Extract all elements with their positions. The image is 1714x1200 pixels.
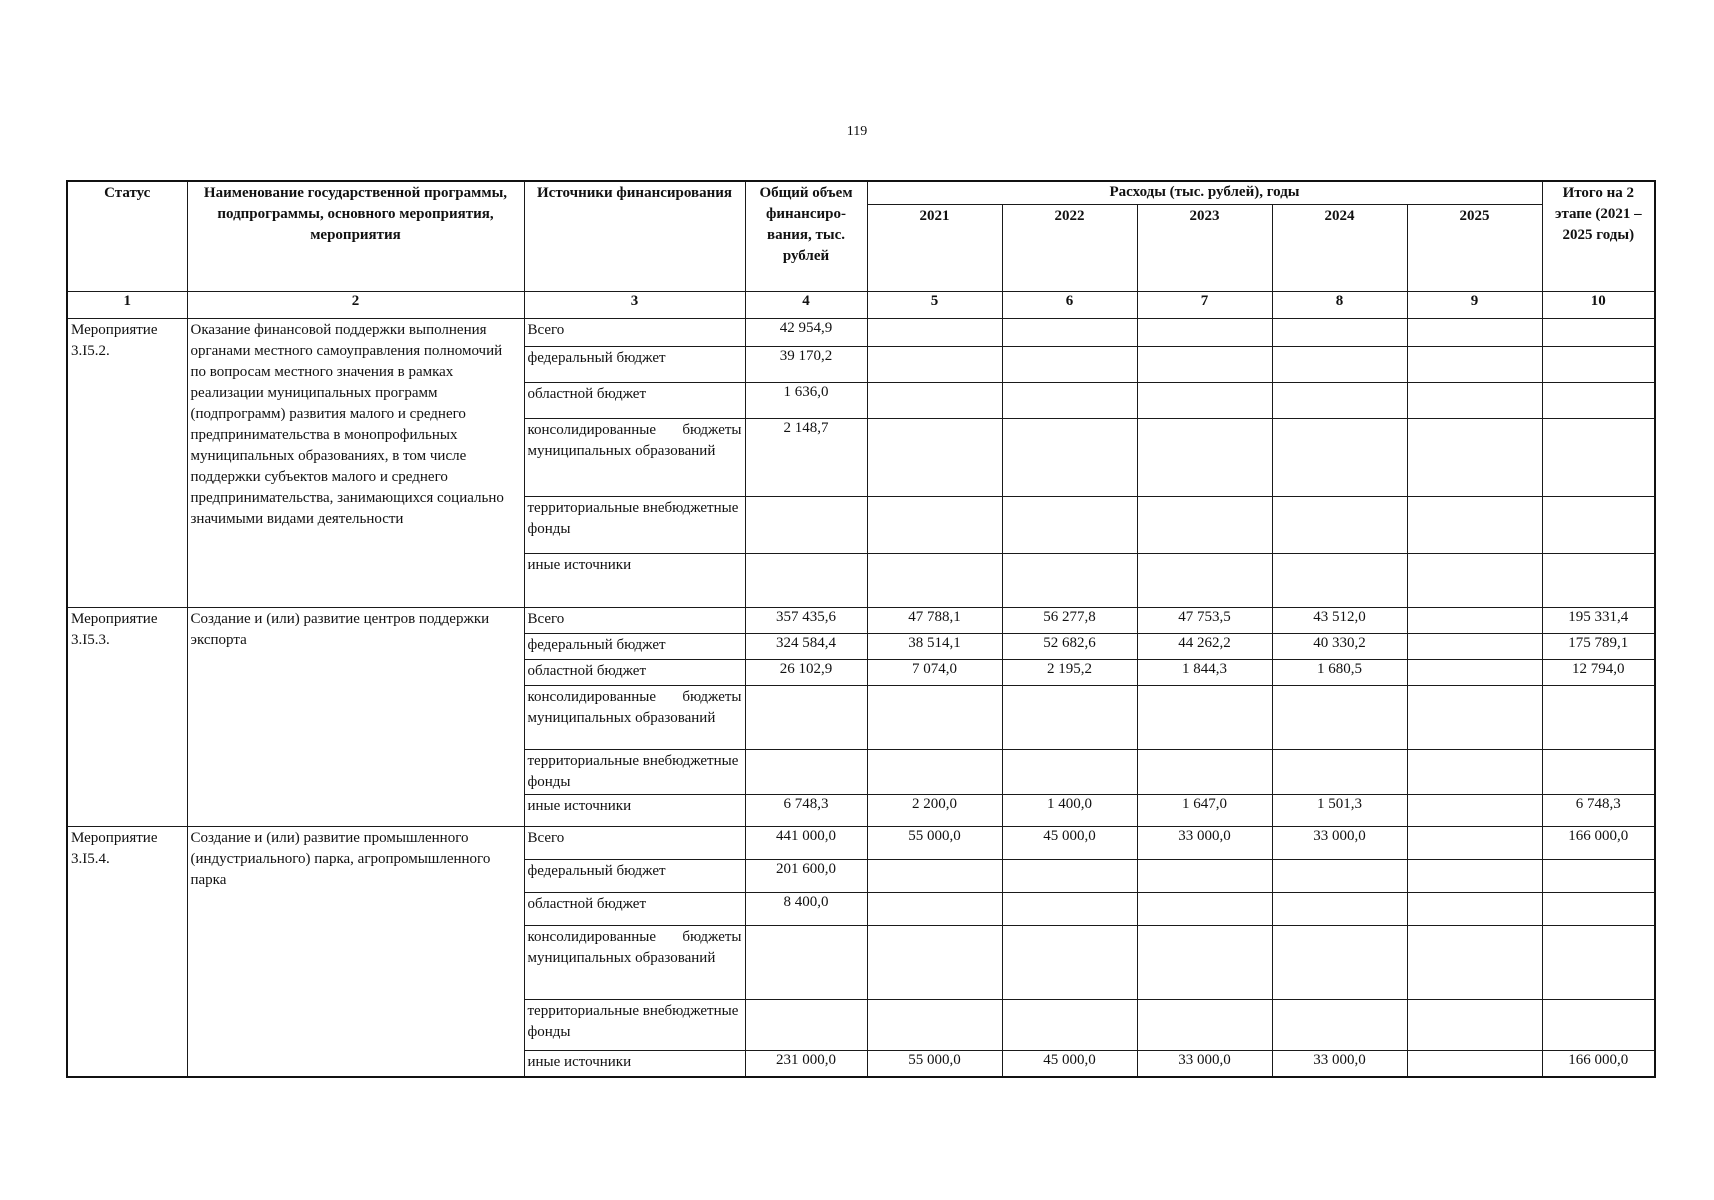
year-value-cell <box>1272 319 1407 347</box>
activity-name: Оказание финансовой поддержки выполнения органами местного самоуправления полномочий по вопросам местного значения в рамках реализации муниципальных программ (подпрограмм) развития малого и среднего предпринимательства в монопрофильных муниципальных образованиях, в том числе поддержки субъектов малого и среднего предпринимательства, занимающихся социально значимыми видами деятельности <box>187 319 524 608</box>
column-number: 9 <box>1407 292 1542 319</box>
year-value-cell <box>1407 1000 1542 1051</box>
funding-source: федеральный бюджет <box>524 860 745 893</box>
year-value-cell <box>1407 926 1542 1000</box>
stage-total-cell: 166 000,0 <box>1542 827 1655 860</box>
header-name: Наименование государственной программы, подпрограммы, основного мероприятия, мероприятия <box>187 181 524 292</box>
stage-total-cell <box>1542 750 1655 795</box>
column-number: 8 <box>1272 292 1407 319</box>
total-volume-cell <box>745 686 867 750</box>
funding-source: консолидированные бюджеты муниципальных образований <box>524 419 745 497</box>
stage-total-cell <box>1542 926 1655 1000</box>
stage-total-cell: 195 331,4 <box>1542 608 1655 634</box>
stage-total-cell <box>1542 554 1655 608</box>
year-value-cell: 45 000,0 <box>1002 1051 1137 1077</box>
year-value-cell: 47 788,1 <box>867 608 1002 634</box>
year-value-cell: 1 400,0 <box>1002 795 1137 827</box>
year-value-cell <box>867 497 1002 554</box>
year-value-cell: 1 647,0 <box>1137 795 1272 827</box>
year-value-cell <box>1002 419 1137 497</box>
funding-source: территориальные внебюджетные фонды <box>524 497 745 554</box>
year-value-cell <box>867 319 1002 347</box>
activity-status: Мероприятие 3.I5.3. <box>67 608 187 827</box>
table-body <box>67 319 1655 1077</box>
year-value-cell <box>1272 383 1407 419</box>
year-value-cell <box>1002 497 1137 554</box>
funding-source: областной бюджет <box>524 893 745 926</box>
stage-total-cell <box>1542 347 1655 383</box>
year-value-cell: 47 753,5 <box>1137 608 1272 634</box>
activity-status: Мероприятие 3.I5.2. <box>67 319 187 608</box>
total-volume-cell: 8 400,0 <box>745 893 867 926</box>
year-value-cell <box>1137 926 1272 1000</box>
stage-total-cell <box>1542 319 1655 347</box>
year-value-cell <box>867 383 1002 419</box>
year-value-cell <box>1407 860 1542 893</box>
header-stage-total: Итого на 2 этапе (2021 – 2025 годы) <box>1542 181 1655 292</box>
year-value-cell <box>1272 1000 1407 1051</box>
year-value-cell <box>1407 795 1542 827</box>
year-value-cell <box>1002 686 1137 750</box>
header-row-1 <box>67 181 1655 205</box>
year-value-cell <box>1137 347 1272 383</box>
funding-source: областной бюджет <box>524 383 745 419</box>
header-year-2024: 2024 <box>1272 205 1407 292</box>
year-value-cell <box>1272 497 1407 554</box>
header-year-2022: 2022 <box>1002 205 1137 292</box>
year-value-cell <box>1407 347 1542 383</box>
year-value-cell <box>867 347 1002 383</box>
year-value-cell <box>1272 686 1407 750</box>
funding-source: областной бюджет <box>524 660 745 686</box>
column-number: 1 <box>67 292 187 319</box>
year-value-cell: 33 000,0 <box>1272 827 1407 860</box>
year-value-cell <box>1407 608 1542 634</box>
total-volume-cell <box>745 750 867 795</box>
year-value-cell <box>1407 660 1542 686</box>
funding-source: иные источники <box>524 1051 745 1077</box>
year-value-cell <box>1407 686 1542 750</box>
year-value-cell <box>867 554 1002 608</box>
total-volume-cell <box>745 1000 867 1051</box>
header-sources: Источники финансирования <box>524 181 745 292</box>
total-volume-cell: 201 600,0 <box>745 860 867 893</box>
year-value-cell <box>1407 750 1542 795</box>
budget-table <box>66 180 1656 1078</box>
total-volume-cell: 39 170,2 <box>745 347 867 383</box>
year-value-cell <box>867 860 1002 893</box>
stage-total-cell: 12 794,0 <box>1542 660 1655 686</box>
year-value-cell <box>1002 347 1137 383</box>
header-status: Статус <box>67 181 187 292</box>
year-value-cell <box>1002 750 1137 795</box>
year-value-cell: 33 000,0 <box>1272 1051 1407 1077</box>
year-value-cell <box>1407 634 1542 660</box>
year-value-cell <box>1407 554 1542 608</box>
funding-source: Всего <box>524 319 745 347</box>
column-number: 10 <box>1542 292 1655 319</box>
year-value-cell <box>1002 383 1137 419</box>
year-value-cell <box>1272 860 1407 893</box>
year-value-cell: 55 000,0 <box>867 827 1002 860</box>
year-value-cell: 33 000,0 <box>1137 827 1272 860</box>
year-value-cell <box>1272 554 1407 608</box>
year-value-cell <box>1272 347 1407 383</box>
funding-source: консолидированные бюджеты муниципальных образований <box>524 926 745 1000</box>
year-value-cell: 1 680,5 <box>1272 660 1407 686</box>
year-value-cell <box>1407 319 1542 347</box>
total-volume-cell <box>745 554 867 608</box>
funding-source: федеральный бюджет <box>524 347 745 383</box>
total-volume-cell: 6 748,3 <box>745 795 867 827</box>
header-total-volume: Общий объем финансиро-вания, тыс. рублей <box>745 181 867 292</box>
activity-name: Создание и (или) развитие центров поддержки экспорта <box>187 608 524 827</box>
year-value-cell <box>1002 554 1137 608</box>
total-volume-cell: 357 435,6 <box>745 608 867 634</box>
year-value-cell <box>1407 497 1542 554</box>
year-value-cell: 2 195,2 <box>1002 660 1137 686</box>
activity-status: Мероприятие 3.I5.4. <box>67 827 187 1077</box>
stage-total-cell: 175 789,1 <box>1542 634 1655 660</box>
table-row <box>67 608 1655 634</box>
stage-total-cell <box>1542 893 1655 926</box>
year-value-cell: 56 277,8 <box>1002 608 1137 634</box>
year-value-cell <box>1272 750 1407 795</box>
year-value-cell <box>1002 926 1137 1000</box>
column-numbers-row <box>67 292 1655 319</box>
header-expenses: Расходы (тыс. рублей), годы <box>867 181 1542 205</box>
page-number: 119 <box>846 124 868 139</box>
year-value-cell <box>867 750 1002 795</box>
year-value-cell <box>1137 383 1272 419</box>
column-number: 3 <box>524 292 745 319</box>
stage-total-cell <box>1542 860 1655 893</box>
total-volume-cell: 26 102,9 <box>745 660 867 686</box>
year-value-cell <box>867 686 1002 750</box>
year-value-cell: 44 262,2 <box>1137 634 1272 660</box>
year-value-cell <box>1137 686 1272 750</box>
total-volume-cell: 1 636,0 <box>745 383 867 419</box>
year-value-cell: 33 000,0 <box>1137 1051 1272 1077</box>
stage-total-cell <box>1542 686 1655 750</box>
stage-total-cell: 166 000,0 <box>1542 1051 1655 1077</box>
header-year-2023: 2023 <box>1137 205 1272 292</box>
year-value-cell <box>867 893 1002 926</box>
year-value-cell <box>1137 497 1272 554</box>
year-value-cell <box>1407 893 1542 926</box>
year-value-cell: 2 200,0 <box>867 795 1002 827</box>
year-value-cell <box>1137 419 1272 497</box>
column-number: 7 <box>1137 292 1272 319</box>
total-volume-cell: 324 584,4 <box>745 634 867 660</box>
column-number: 4 <box>745 292 867 319</box>
year-value-cell <box>1137 893 1272 926</box>
stage-total-cell: 6 748,3 <box>1542 795 1655 827</box>
year-value-cell <box>1137 319 1272 347</box>
year-value-cell: 7 074,0 <box>867 660 1002 686</box>
funding-source: федеральный бюджет <box>524 634 745 660</box>
year-value-cell: 1 501,3 <box>1272 795 1407 827</box>
year-value-cell: 45 000,0 <box>1002 827 1137 860</box>
table-row <box>67 827 1655 860</box>
year-value-cell <box>867 926 1002 1000</box>
year-value-cell: 52 682,6 <box>1002 634 1137 660</box>
funding-source: территориальные внебюджетные фонды <box>524 1000 745 1051</box>
year-value-cell <box>1137 860 1272 893</box>
total-volume-cell: 2 148,7 <box>745 419 867 497</box>
activity-name: Создание и (или) развитие промышленного (индустриального) парка, агропромышленного парка <box>187 827 524 1077</box>
year-value-cell <box>1272 926 1407 1000</box>
year-value-cell: 55 000,0 <box>867 1051 1002 1077</box>
year-value-cell <box>1407 827 1542 860</box>
total-volume-cell: 42 954,9 <box>745 319 867 347</box>
year-value-cell: 1 844,3 <box>1137 660 1272 686</box>
year-value-cell <box>1002 1000 1137 1051</box>
year-value-cell <box>867 419 1002 497</box>
year-value-cell <box>1272 419 1407 497</box>
total-volume-cell: 441 000,0 <box>745 827 867 860</box>
stage-total-cell <box>1542 419 1655 497</box>
year-value-cell <box>1407 419 1542 497</box>
year-value-cell <box>1002 860 1137 893</box>
total-volume-cell: 231 000,0 <box>745 1051 867 1077</box>
stage-total-cell <box>1542 383 1655 419</box>
year-value-cell <box>1407 383 1542 419</box>
year-value-cell <box>1407 1051 1542 1077</box>
year-value-cell <box>1002 319 1137 347</box>
year-value-cell <box>1137 554 1272 608</box>
total-volume-cell <box>745 497 867 554</box>
column-number: 5 <box>867 292 1002 319</box>
header-year-2025: 2025 <box>1407 205 1542 292</box>
funding-source: территориальные внебюджетные фонды <box>524 750 745 795</box>
funding-source: иные источники <box>524 795 745 827</box>
year-value-cell: 43 512,0 <box>1272 608 1407 634</box>
funding-source: иные источники <box>524 554 745 608</box>
year-value-cell <box>1272 893 1407 926</box>
stage-total-cell <box>1542 497 1655 554</box>
year-value-cell <box>867 1000 1002 1051</box>
stage-total-cell <box>1542 1000 1655 1051</box>
year-value-cell: 40 330,2 <box>1272 634 1407 660</box>
column-number: 2 <box>187 292 524 319</box>
funding-source: консолидированные бюджеты муниципальных образований <box>524 686 745 750</box>
funding-source: Всего <box>524 608 745 634</box>
header-year-2021: 2021 <box>867 205 1002 292</box>
year-value-cell <box>1137 750 1272 795</box>
table-header <box>67 181 1655 319</box>
year-value-cell <box>1002 893 1137 926</box>
funding-source: Всего <box>524 827 745 860</box>
year-value-cell: 38 514,1 <box>867 634 1002 660</box>
year-value-cell <box>1137 1000 1272 1051</box>
table-row <box>67 319 1655 347</box>
total-volume-cell <box>745 926 867 1000</box>
column-number: 6 <box>1002 292 1137 319</box>
